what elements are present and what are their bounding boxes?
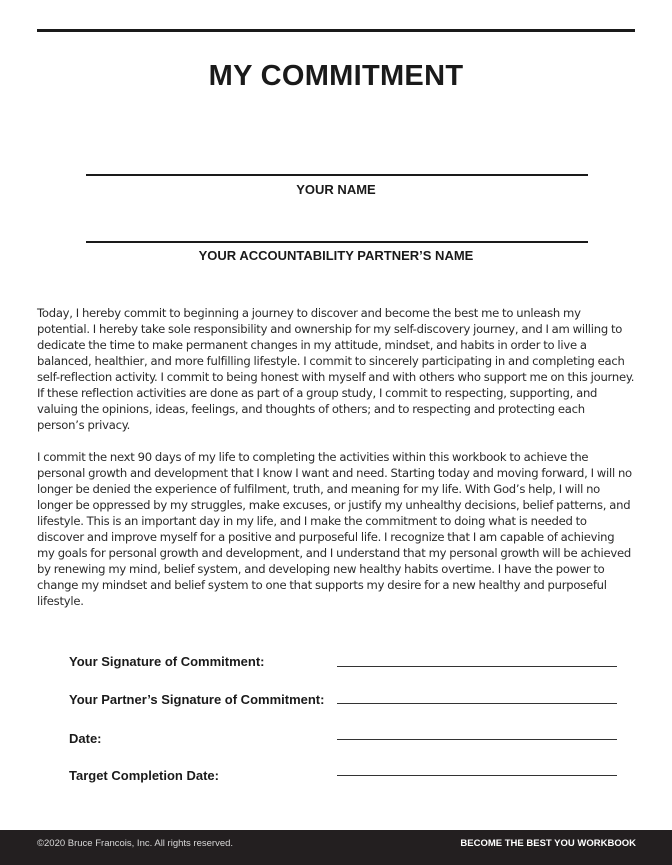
signature-label: Your Signature of Commitment:: [69, 654, 265, 669]
target-completion-date-line[interactable]: [337, 775, 617, 776]
your-name-label: YOUR NAME: [296, 182, 376, 197]
signature-line[interactable]: [337, 666, 617, 667]
footer-copyright: ©2020 Bruce Francois, Inc. All rights reserved.: [37, 838, 234, 849]
commitment-paragraph-2: I commit the next 90 days of my life to completing the activities within this workbook to achieve the personal growth and development that I know I want and need. Starting today and moving forward, I will no longer be denied the experience of fulfilment, truth, and meaning for my life. With God’s help, I will no longer be oppressed by my struggles, make excuses, or justify my unhealthy decisions, belief patterns, and lifestyle. This is an important day in my life, and I make the commitment to doing what is needed to discover and improve myself for a positive and purposeful life. I recognize that I am capable of achieving my goals for personal growth and development, and I understand that my personal growth will be achieved by renewing my mind, belief system, and developing new healthy habits overtime. I have the power to change my mindset and belief system to one that supports my desire for a new healthy and purposeful lifestyle.: [37, 450, 632, 608]
date-label: Date:: [69, 731, 102, 746]
partner-signature-line[interactable]: [337, 703, 617, 704]
partner-name-line[interactable]: [86, 241, 588, 243]
your-name-line[interactable]: [86, 174, 588, 176]
partner-signature-label: Your Partner’s Signature of Commitment:: [69, 692, 325, 707]
footer-workbook-title: BECOME THE BEST YOU WORKBOOK: [460, 838, 636, 849]
commitment-paragraph-1: Today, I hereby commit to beginning a journey to discover and become the best me to unleash my potential. I hereby take sole responsibility and ownership for my self-discovery journey, and I am willing to dedicate the time to make permanent changes in my attitude, mindset, and habits in order to live a balanced, healthier, and more fulfilling lifestyle. I commit to sincerely participating in and completing each self-reflection activity. I commit to being honest with myself and with others who support me on this journey. If these reflection activities are done as part of a group study, I commit to respecting, supporting, and valuing the opinions, ideas, feelings, and thoughts of others; and to respecting and protecting each person’s privacy.: [37, 306, 635, 432]
target-completion-date-label: Target Completion Date:: [69, 768, 219, 783]
page-title: MY COMMITMENT: [208, 60, 464, 92]
date-line[interactable]: [337, 739, 617, 740]
partner-name-label: YOUR ACCOUNTABILITY PARTNER’S NAME: [198, 248, 474, 263]
top-divider: [37, 29, 635, 32]
